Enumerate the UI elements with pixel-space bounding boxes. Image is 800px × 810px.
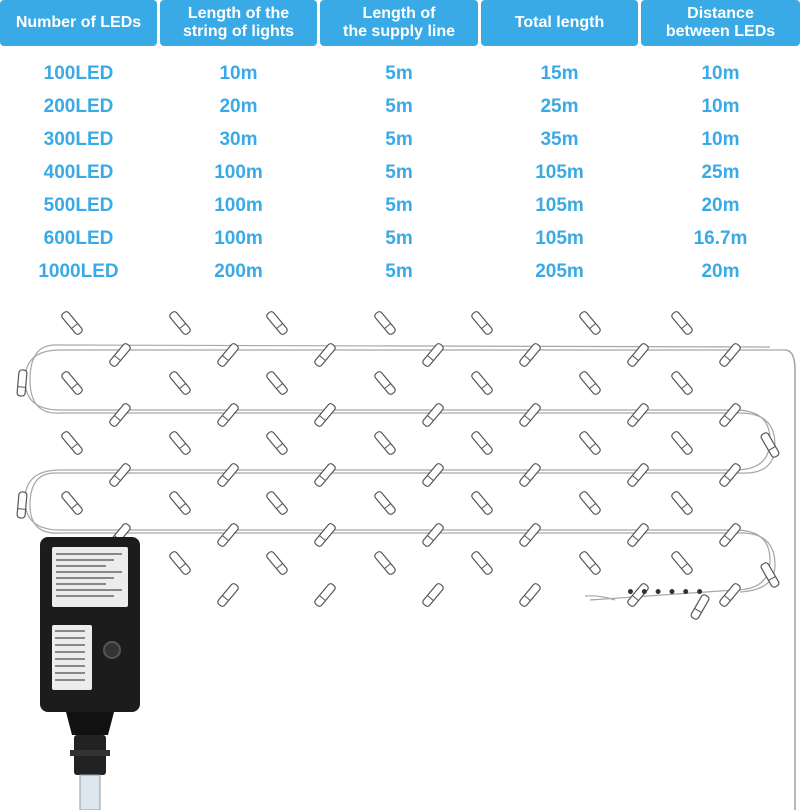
table-row — [0, 189, 800, 222]
cell-string-length: 100m — [214, 227, 263, 249]
cell-number-of-leds: 500LED — [43, 194, 114, 216]
led-bulb-icon — [169, 490, 192, 515]
led-bulb-icon — [266, 550, 289, 575]
wire-loops — [25, 345, 795, 810]
led-bulb-icon — [109, 342, 132, 367]
table-row — [0, 255, 800, 288]
cell-led-distance: 10m — [701, 95, 740, 117]
led-bulb-icon — [579, 370, 602, 395]
cell-string-length: 100m — [214, 194, 263, 216]
led-bulb-icon — [671, 310, 694, 335]
led-bulb-icon — [217, 522, 240, 547]
cell-number-of-leds: 400LED — [43, 161, 114, 183]
cell-total-length: 15m — [540, 62, 579, 84]
led-bulb-icon — [374, 430, 397, 455]
cell-supply-line-length: 5m — [385, 95, 413, 117]
cell-supply-line-length: 5m — [385, 128, 413, 150]
led-bulb-icon — [671, 550, 694, 575]
led-bulb-icon — [519, 522, 542, 547]
column-header-number-of-leds: Number of LEDs — [0, 0, 157, 46]
led-bulb-icon — [422, 522, 445, 547]
table-row — [0, 123, 800, 156]
led-bulb-icon — [471, 550, 494, 575]
led-bulb-icon — [17, 370, 27, 397]
led-bulb-icon — [471, 430, 494, 455]
cell-string-length: 100m — [214, 161, 263, 183]
wire — [30, 345, 775, 592]
led-bulb-icon — [109, 462, 132, 487]
cell-led-distance: 20m — [701, 194, 740, 216]
led-bulb-icon — [422, 582, 445, 607]
led-bulb-icon — [579, 310, 602, 335]
led-bulb-icon — [61, 370, 84, 395]
cell-number-of-leds: 1000LED — [38, 260, 119, 282]
led-bulb-icon — [374, 490, 397, 515]
cell-led-distance: 25m — [701, 161, 740, 183]
led-bulb-icon — [579, 550, 602, 575]
cell-led-distance: 16.7m — [693, 227, 748, 249]
column-header-led-distance: Distance between LEDs — [641, 0, 800, 46]
power-adapter-icon — [40, 537, 140, 810]
led-bulb-icon — [422, 462, 445, 487]
led-bulb-icon — [579, 430, 602, 455]
led-bulb-icon — [471, 370, 494, 395]
led-bulb-icon — [266, 370, 289, 395]
column-header-string-length: Length of the string of lights — [160, 0, 317, 46]
led-bulb-icon — [719, 402, 742, 427]
led-bulb-icon — [471, 310, 494, 335]
led-bulb-icon — [266, 430, 289, 455]
column-header-total-length: Total length — [481, 0, 638, 46]
led-bulb-icon — [719, 582, 742, 607]
led-bulb-icon — [519, 462, 542, 487]
led-bulb-icon — [169, 430, 192, 455]
led-bulb-icon — [61, 490, 84, 515]
cell-total-length: 35m — [540, 128, 579, 150]
cell-supply-line-length: 5m — [385, 194, 413, 216]
led-bulb-icon — [671, 430, 694, 455]
led-bulb-icon — [471, 490, 494, 515]
led-bulb-icon — [314, 582, 337, 607]
led-bulb-icon — [266, 490, 289, 515]
led-bulb-icon — [314, 522, 337, 547]
cell-total-length: 105m — [535, 194, 584, 216]
cell-supply-line-length: 5m — [385, 260, 413, 282]
cell-led-distance: 20m — [701, 260, 740, 282]
table-body — [0, 57, 800, 288]
cell-string-length: 10m — [219, 62, 258, 84]
cell-number-of-leds: 600LED — [43, 227, 114, 249]
cell-string-length: 20m — [219, 95, 258, 117]
led-bulb-icon — [109, 402, 132, 427]
led-bulb-icon — [519, 582, 542, 607]
cell-led-distance: 10m — [701, 62, 740, 84]
led-bulb-icon — [719, 342, 742, 367]
cell-number-of-leds: 300LED — [43, 128, 114, 150]
cell-string-length: 30m — [219, 128, 258, 150]
column-header-supply-line-length: Length of the supply line — [320, 0, 478, 46]
led-bulb-icon — [579, 490, 602, 515]
cell-number-of-leds: 100LED — [43, 62, 114, 84]
led-spec-table — [0, 0, 800, 282]
led-bulb-icon — [217, 402, 240, 427]
led-bulb-icon — [217, 462, 240, 487]
led-bulb-icon — [374, 550, 397, 575]
cell-supply-line-length: 5m — [385, 227, 413, 249]
table-row — [0, 222, 800, 255]
led-bulb-icon — [374, 370, 397, 395]
continuation-dots: • • • • • • — [626, 585, 705, 601]
led-bulb-icon — [61, 430, 84, 455]
cell-string-length: 200m — [214, 260, 263, 282]
cell-total-length: 105m — [535, 227, 584, 249]
led-bulb-icon — [719, 522, 742, 547]
cell-supply-line-length: 5m — [385, 161, 413, 183]
led-bulb-icon — [519, 402, 542, 427]
led-bulb-icon — [17, 492, 27, 519]
cell-led-distance: 10m — [701, 128, 740, 150]
led-bulb-icon — [627, 462, 650, 487]
led-bulb-icon — [217, 582, 240, 607]
table-row — [0, 57, 800, 90]
table-header-row — [0, 0, 800, 48]
led-bulb-icon — [266, 310, 289, 335]
cell-total-length: 25m — [540, 95, 579, 117]
led-bulb-icon — [169, 550, 192, 575]
led-bulb-icon — [217, 342, 240, 367]
cell-number-of-leds: 200LED — [43, 95, 114, 117]
table-row — [0, 90, 800, 123]
led-bulb-icon — [627, 402, 650, 427]
led-bulb-icon — [671, 490, 694, 515]
led-bulb-icon — [169, 370, 192, 395]
led-bulb-icon — [61, 310, 84, 335]
led-bulb-icon — [374, 310, 397, 335]
cell-supply-line-length: 5m — [385, 62, 413, 84]
led-bulb-icon — [627, 522, 650, 547]
cell-total-length: 205m — [535, 260, 584, 282]
led-bulb-icon — [314, 462, 337, 487]
led-bulb-icon — [422, 402, 445, 427]
light-string-illustration — [0, 295, 800, 810]
led-bulb-icon — [314, 402, 337, 427]
wire — [785, 350, 795, 810]
led-bulb-icon — [169, 310, 192, 335]
table-row — [0, 156, 800, 189]
led-bulb-icon — [719, 462, 742, 487]
cell-total-length: 105m — [535, 161, 584, 183]
led-bulb-icon — [671, 370, 694, 395]
